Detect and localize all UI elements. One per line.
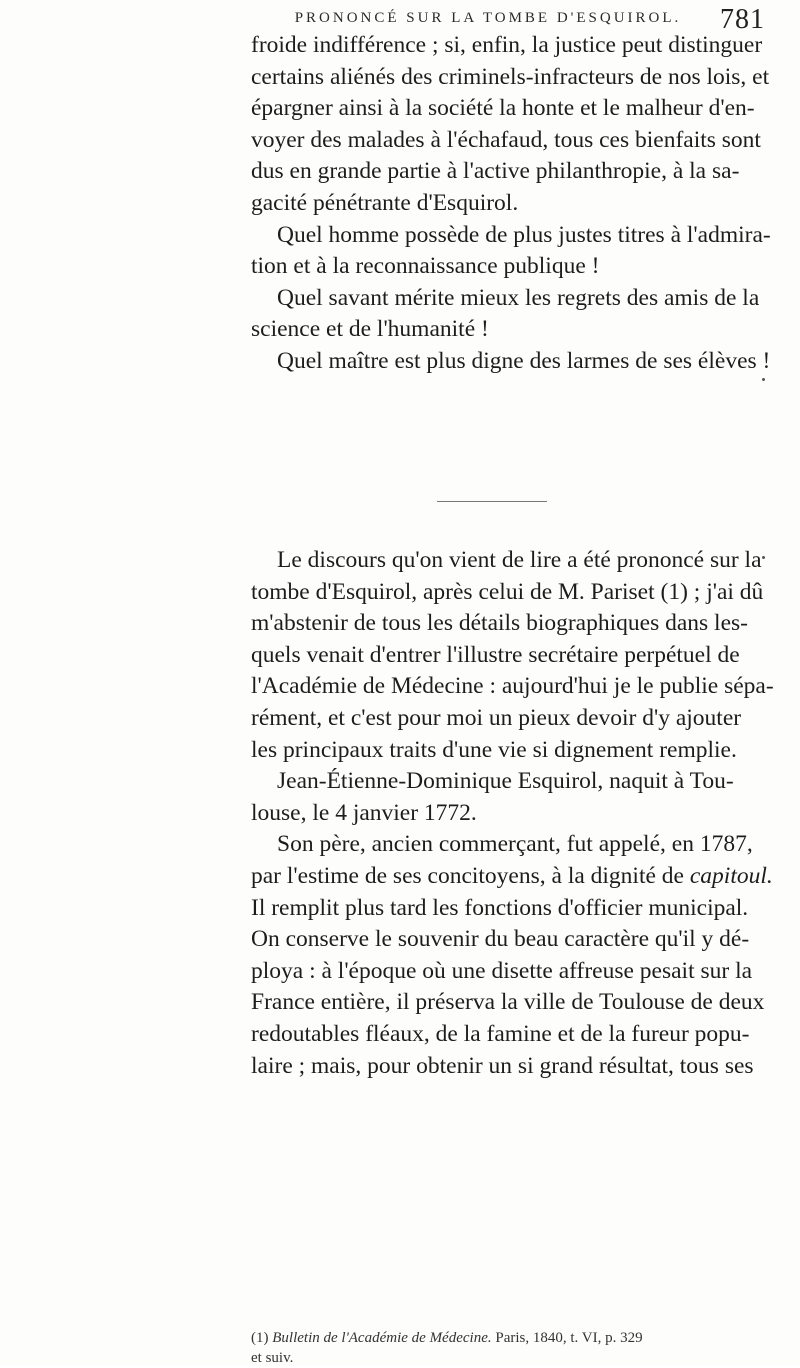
text-line: Quel savant mérite mieux les regrets des amis de la [277, 284, 760, 311]
text-line: Jean-Étienne-Dominique Esquirol, naquit à Tou- [277, 768, 734, 795]
text-line: m'abstenir de tous les détails biographiques dans les- [251, 610, 748, 637]
text-line: quels venait d'entrer l'illustre secrétaire perpétuel de [251, 641, 740, 668]
text-line: les principaux traits d'une vie si dignement remplie. [251, 736, 737, 763]
text-line: froide indifférence ; si, enfin, la justice peut distinguer [251, 32, 763, 58]
page-number: 781 [720, 4, 765, 35]
footnote-line [251, 1328, 728, 1348]
text-line: laire ; mais, pour obtenir un si grand résultat, tous ses [251, 1052, 754, 1079]
text-segment: par l'estime de ses concitoyens, à la dignité de [251, 862, 690, 889]
running-head: PRONONCÉ SUR LA TOMBE D'ESQUIROL. [294, 10, 682, 26]
text-line: tombe d'Esquirol, après celui de M. Pariset (1) ; j'ai dû [251, 578, 764, 605]
text-line: science et de l'humanité ! [251, 316, 489, 343]
section-separator [437, 501, 547, 502]
text-line: France entière, il préserva la ville de Toulouse de deux [251, 989, 765, 1016]
text-line: Il remplit plus tard les fonctions d'officier municipal. [251, 894, 749, 921]
italic-term: capitoul. [689, 862, 773, 889]
text-line: gacité pénétrante d'Esquirol. [251, 189, 519, 216]
margin-speck [762, 556, 765, 559]
footnote-detail: Paris, 1840, t. VI, p. 329 [491, 1330, 643, 1346]
footnote-source: Bulletin de l'Académie de Médecine. [272, 1330, 492, 1346]
text-line: Le discours qu'on vient de lire a été prononcé sur la [277, 547, 762, 573]
text-line: certains aliénés des criminels-infracteurs de nos lois, et [251, 63, 770, 90]
text-line: tion et à la reconnaissance publique ! [251, 253, 600, 280]
paragraph-block-bottom [251, 545, 774, 1082]
text-line: Quel maître est plus digne des larmes de ses élèves ! [277, 347, 771, 374]
footnote-marker: (1) [251, 1330, 273, 1346]
text-line: louse, le 4 janvier 1772. [251, 799, 477, 826]
text-line: l'Académie de Médecine : aujourd'hui je le publie sépa- [251, 673, 774, 700]
text-line: ploya : à l'époque où une disette affreuse pesait sur la [251, 957, 753, 984]
text-line: Quel homme possède de plus justes titres à l'admira- [277, 221, 771, 248]
text-line [251, 861, 773, 893]
text-line: épargner ainsi à la société la honte et le malheur d'en- [251, 95, 755, 122]
paragraph-block-top [251, 30, 771, 378]
text-line: redoutables fléaux, de la famine et de la fureur popu- [251, 1020, 750, 1047]
text-line: rément, et c'est pour moi un pieux devoir d'y ajouter [251, 704, 742, 731]
text-line: On conserve le souvenir du beau caractère qu'il y dé- [251, 926, 750, 953]
margin-speck [762, 378, 765, 381]
footnote [251, 1328, 728, 1368]
text-line: Son père, ancien commerçant, fut appelé, en 1787, [277, 831, 753, 858]
text-line: voyer des malades à l'échafaud, tous ces bienfaits sont [251, 126, 761, 153]
footnote-continuation: et suiv. [251, 1350, 294, 1366]
text-line: dus en grande partie à l'active philanthropie, à la sa- [251, 158, 740, 185]
